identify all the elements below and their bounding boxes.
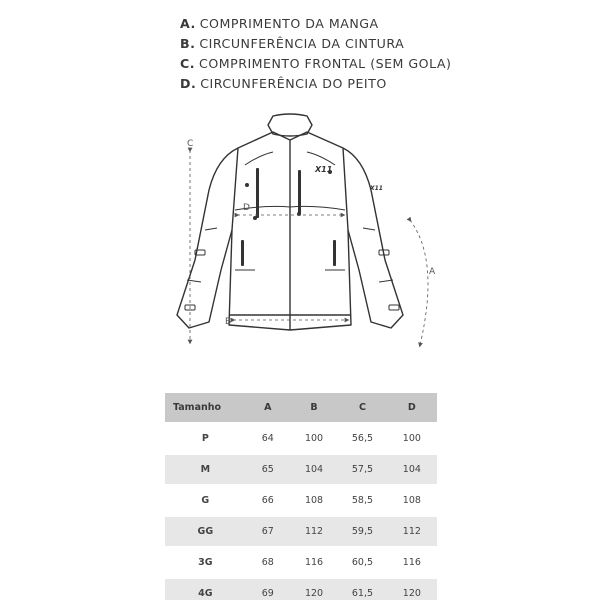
measure-c-label: C: [187, 139, 194, 149]
table-row: [165, 517, 437, 546]
cell-b: 108: [290, 486, 338, 515]
cell-d: 104: [387, 455, 437, 484]
cell-d: 116: [387, 548, 437, 577]
header-c: C: [338, 393, 387, 422]
cell-b: 120: [290, 579, 338, 600]
measure-d-label: D: [243, 203, 250, 213]
legend-text: CIRCUNFERÊNCIA DO PEITO: [200, 76, 387, 91]
cell-d: 120: [387, 579, 437, 600]
table-row: [165, 424, 437, 453]
legend-key: A.: [180, 16, 196, 31]
cell-size: G: [165, 486, 246, 515]
legend-item-c: [180, 54, 451, 74]
measure-b-label: B: [225, 317, 232, 327]
jacket-diagram: [165, 110, 455, 370]
cell-size: GG: [165, 517, 246, 546]
legend-key: C.: [180, 56, 196, 71]
cell-d: 108: [387, 486, 437, 515]
cell-size: 3G: [165, 548, 246, 577]
cell-c: 61,5: [338, 579, 387, 600]
table-row: [165, 579, 437, 600]
cell-size: 4G: [165, 579, 246, 600]
table-row: [165, 486, 437, 515]
table-header-row: [165, 393, 437, 422]
cell-c: 58,5: [338, 486, 387, 515]
size-table: [165, 391, 437, 600]
measure-a-line: [410, 220, 428, 345]
table-row: [165, 455, 437, 484]
header-b: B: [290, 393, 338, 422]
brand-mark-chest: X11: [315, 165, 333, 174]
cell-b: 112: [290, 517, 338, 546]
cell-a: 66: [246, 486, 290, 515]
cell-a: 67: [246, 517, 290, 546]
jacket-outline: [177, 114, 403, 330]
legend-key: B.: [180, 36, 196, 51]
cell-size: M: [165, 455, 246, 484]
header-d: D: [387, 393, 437, 422]
header-size: Tamanho: [165, 393, 246, 422]
cell-d: 112: [387, 517, 437, 546]
legend-key: D.: [180, 76, 197, 91]
legend-item-d: [180, 74, 451, 94]
header-a: A: [246, 393, 290, 422]
cell-c: 59,5: [338, 517, 387, 546]
cell-c: 56,5: [338, 424, 387, 453]
cell-size: P: [165, 424, 246, 453]
measurement-legend: [180, 14, 451, 94]
cell-b: 100: [290, 424, 338, 453]
cell-c: 60,5: [338, 548, 387, 577]
cell-b: 116: [290, 548, 338, 577]
legend-item-b: [180, 34, 451, 54]
jacket-zippers: [241, 168, 336, 266]
cell-a: 68: [246, 548, 290, 577]
table-row: [165, 548, 437, 577]
cell-c: 57,5: [338, 455, 387, 484]
cell-a: 69: [246, 579, 290, 600]
brand-mark-sleeve: X11: [370, 185, 383, 192]
legend-item-a: [180, 14, 451, 34]
measure-a-label: A: [429, 267, 436, 277]
cell-a: 64: [246, 424, 290, 453]
cell-a: 65: [246, 455, 290, 484]
legend-text: COMPRIMENTO DA MANGA: [199, 16, 379, 31]
cell-d: 100: [387, 424, 437, 453]
legend-text: COMPRIMENTO FRONTAL (SEM GOLA): [199, 56, 452, 71]
cell-b: 104: [290, 455, 338, 484]
legend-text: CIRCUNFERÊNCIA DA CINTURA: [199, 36, 405, 51]
